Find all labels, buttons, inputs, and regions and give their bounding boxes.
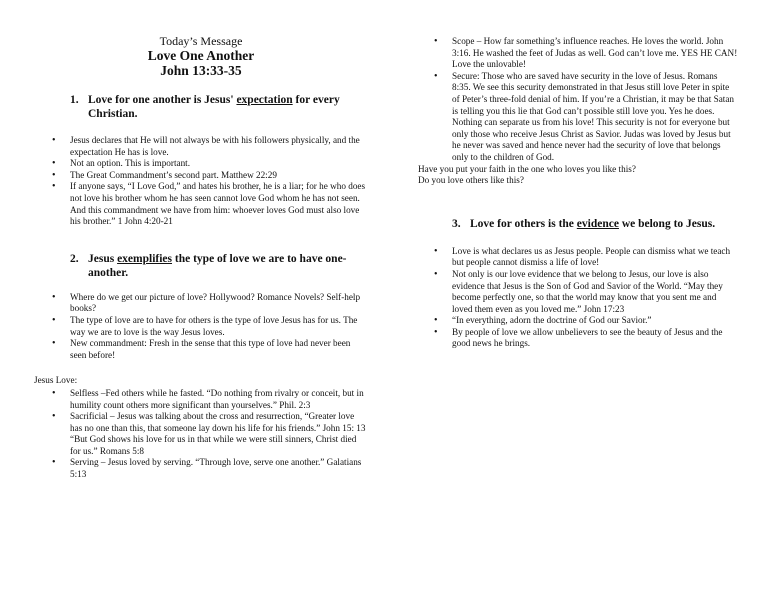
list-item: • Where do we get our picture of love? Hollywood? Romance Novels? Self-help books? — [36, 292, 366, 315]
section-3-keyword: evidence — [576, 217, 619, 230]
list-item: • Sacrificial – Jesus was talking about the cross and resurrection, “Greater love has no one than this, that someone lay down his life for his friends.” John 15: 13 “But God shows his love for us in that while we were still sinners, Christ died for us.” Romans 5:8 — [36, 411, 366, 457]
list-item: • The type of love are to have for others is the type of love Jesus has for us. The way we are to love is the way Jesus loves. — [36, 315, 366, 338]
section-1-pre: Love for one another is Jesus' — [88, 94, 237, 106]
top-bullets — [418, 36, 738, 164]
section-1-bullets — [36, 135, 366, 228]
section-1-keyword: expectation — [236, 94, 293, 106]
section-3-post: we belong to Jesus. — [618, 217, 716, 230]
list-item: • Serving – Jesus loved by serving. “Through love, serve one another.” Galatians 5:13 — [36, 457, 366, 480]
right-column — [418, 0, 738, 350]
left-column — [36, 0, 366, 481]
message-label: Today’s Message — [159, 34, 243, 48]
section-2-bullets — [36, 292, 366, 362]
section-1-post: for every Christian. — [88, 94, 340, 120]
list-item: • Not only is our love evidence that we belong to Jesus, our love is also evidence that Jesus is the Son of God and Savior of the World. “May they become perfectly one, so that the world may know that you sent me and loved them even as you loved me.” John 17:23 — [418, 269, 738, 315]
list-item: • Not an option. This is important. — [36, 158, 366, 170]
scripture-reference: John 13:33-35 — [160, 63, 242, 78]
section-2-heading — [70, 252, 360, 280]
question-2: Do you love others like this? — [418, 175, 524, 186]
question-1: Have you put your faith in the one who loves you like this? — [418, 163, 636, 174]
list-item: • “In everything, adorn the doctrine of God our Savior.” — [418, 315, 738, 327]
jesus-love-label: Jesus Love: — [34, 375, 78, 386]
sermon-title: Love One Another — [147, 48, 255, 63]
section-1-text — [88, 93, 360, 121]
list-item: • Love is what declares us as Jesus people. People can dismiss what we teach but people cannot dismiss a life of love! — [418, 246, 738, 269]
section-3-text — [470, 217, 715, 231]
section-3-bullets — [418, 246, 738, 350]
list-item: • New commandment: Fresh in the sense that this type of love had never been seen before! — [36, 338, 366, 361]
list-item: • Secure: Those who are saved have security in the love of Jesus. Romans 8:35. We see this security demonstrated in that Jesus still love Peter in spite of Peter’s three-fold denial of him. If you’re a Christian, it may be that Satan is telling you this lie that God can’t possible still love you. Yes he does. Nothing can separate us from his love! This security is not for everyone but only those who receive Jesus Christ as Savior. Judas was loved by Jesus but he never was saved and hence never had the security of love that belongs only to the children of God. — [418, 71, 738, 164]
list-item: • By people of love we allow unbelievers to see the beauty of Jesus and the good news he brings. — [418, 327, 738, 350]
list-item: • Jesus declares that He will not always be with his followers physically, and the expectation He has is love. — [36, 135, 366, 158]
section-2-text — [88, 252, 360, 280]
list-item: • The Great Commandment’s second part. Matthew 22:29 — [36, 170, 366, 182]
section-2-number: 2. — [70, 252, 79, 265]
section-2-pre: Jesus — [88, 252, 118, 265]
section-2-keyword: exemplifies — [117, 252, 173, 265]
list-item: • Selfless –Fed others while he fasted. “Do nothing from rivalry or conceit, but in humility count others more significant than yourselves.” Phil. 2:3 — [36, 388, 366, 411]
section-3-heading — [452, 217, 732, 231]
section-1-heading — [70, 93, 360, 121]
list-item: • Scope – How far something’s influence reaches. He loves the world. John 3:16. He washed the feet of Judas as well. God can’t love me. YES HE CAN! Love the unlovable! — [418, 36, 738, 71]
section-2-post: the type of love we are to have one-another. — [88, 252, 347, 279]
list-item: • If anyone says, “I Love God,” and hates his brother, he is a liar; for he who does not love his brother whom he has seen cannot love God whom he has not seen. And this commandment we have from him: whoever loves God must also love his brother.” 1 John 4:20-21 — [36, 181, 366, 227]
section-3-number: 3. — [452, 217, 461, 230]
section-1-number: 1. — [70, 94, 79, 106]
section-3-pre: Love for others is the — [470, 217, 577, 230]
jesus-love-list — [36, 388, 366, 481]
